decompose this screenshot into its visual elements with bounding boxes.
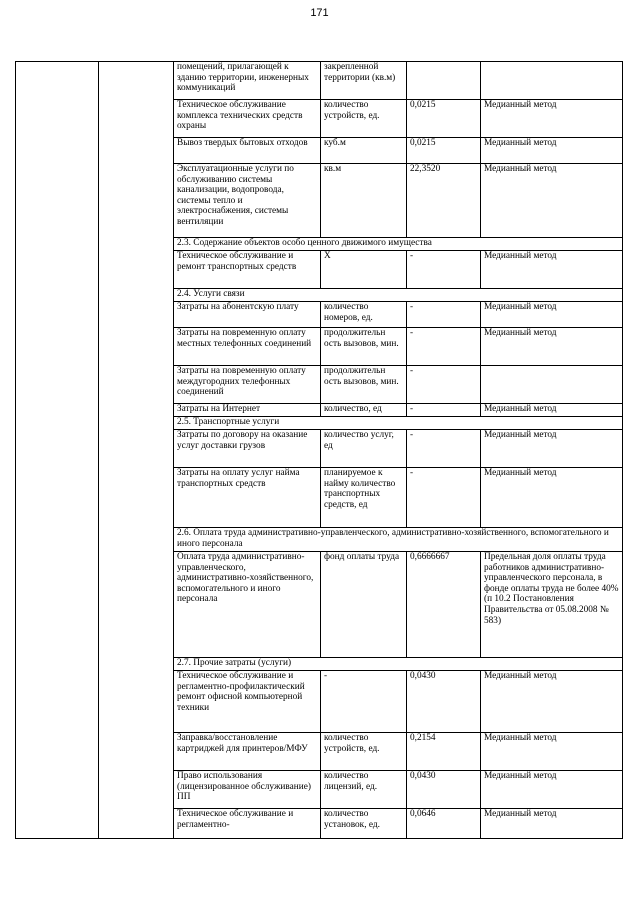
method-cell: Предельная доля оплаты труда работников административно-управленческого персонала, в фонде оплаты труда не более 40% (п 10.2 Постановления Правительства от 05.08.2008 № 583) [481, 552, 623, 658]
item-name-cell: Техническое обслуживание и ремонт транспортных средств [174, 251, 321, 289]
method-cell: Медианный метод [481, 404, 623, 417]
item-name-cell: Затраты на абонентскую плату [174, 302, 321, 328]
unit-cell: количество номеров, ед. [321, 302, 407, 328]
value-cell: - [407, 430, 481, 468]
item-name-cell: Право использования (лицензированное обслуживание) ПП [174, 771, 321, 809]
unit-cell: закрепленной территории (кв.м) [321, 62, 407, 100]
section-heading: 2.4. Услуги связи [174, 289, 623, 302]
second-margin-cell [99, 62, 174, 839]
method-cell: Медианный метод [481, 809, 623, 839]
value-cell: 0,0430 [407, 771, 481, 809]
method-cell: Медианный метод [481, 733, 623, 771]
value-cell: 0,0215 [407, 100, 481, 138]
unit-cell: фонд оплаты труда [321, 552, 407, 658]
method-cell: Медианный метод [481, 468, 623, 528]
unit-cell: - [321, 671, 407, 733]
unit-cell: количество услуг, ед [321, 430, 407, 468]
unit-cell: количество устройств, ед. [321, 733, 407, 771]
method-cell: Медианный метод [481, 251, 623, 289]
item-name-cell: Техническое обслуживание комплекса технических средств охраны [174, 100, 321, 138]
value-cell: 0,0430 [407, 671, 481, 733]
left-margin-cell [16, 62, 99, 839]
section-heading: 2.3. Содержание объектов особо ценного движимого имущества [174, 238, 623, 251]
method-cell [481, 62, 623, 100]
item-name-cell: Техническое обслуживание и регламентно- [174, 809, 321, 839]
method-cell: Медианный метод [481, 302, 623, 328]
unit-cell: количество установок, ед. [321, 809, 407, 839]
item-name-cell: Затраты по договору на оказание услуг доставки грузов [174, 430, 321, 468]
value-cell: 0,0215 [407, 138, 481, 164]
item-name-cell: помещений, прилагающей к зданию территории, инженерных коммуникаций [174, 62, 321, 100]
item-name-cell: Затраты на оплату услуг найма транспортных средств [174, 468, 321, 528]
item-name-cell: Эксплуатационные услуги по обслуживанию системы канализации, водопровода, системы тепло и электроснабжения, системы вентиляции [174, 164, 321, 238]
unit-cell: куб.м [321, 138, 407, 164]
item-name-cell: Оплата труда административно-управленческого, административно-хозяйственного, вспомогательного и иного персонала [174, 552, 321, 658]
method-cell: Медианный метод [481, 164, 623, 238]
value-cell: - [407, 302, 481, 328]
item-name-cell: Затраты на повременную оплату местных телефонных соединений [174, 328, 321, 366]
value-cell [407, 62, 481, 100]
unit-cell: продолжительн ость вызовов, мин. [321, 328, 407, 366]
item-name-cell: Техническое обслуживание и регламентно-профилактический ремонт офисной компьютерной техники [174, 671, 321, 733]
section-heading: 2.7. Прочие затраты (услуги) [174, 658, 623, 671]
value-cell: 0,6666667 [407, 552, 481, 658]
item-name-cell: Затраты на повременную оплату междугородних телефонных соединений [174, 366, 321, 404]
value-cell: - [407, 328, 481, 366]
item-name-cell: Заправка/восстановление картриджей для принтеров/МФУ [174, 733, 321, 771]
section-heading: 2.5. Транспортные услуги [174, 417, 623, 430]
unit-cell: кв.м [321, 164, 407, 238]
method-cell: Медианный метод [481, 430, 623, 468]
unit-cell: планируемое к найму количество транспортных средств, ед [321, 468, 407, 528]
unit-cell: количество, ед [321, 404, 407, 417]
document-table [15, 61, 623, 839]
value-cell: 0,2154 [407, 733, 481, 771]
value-cell: - [407, 404, 481, 417]
unit-cell: X [321, 251, 407, 289]
method-cell: Медианный метод [481, 671, 623, 733]
value-cell: - [407, 251, 481, 289]
item-name-cell: Затраты на Интернет [174, 404, 321, 417]
unit-cell: количество лицензий, ед. [321, 771, 407, 809]
table-row [16, 62, 623, 100]
section-heading: 2.6. Оплата труда административно-управленческого, административно-хозяйственного, вспомогательного и иного персонала [174, 528, 623, 552]
method-cell: Медианный метод [481, 328, 623, 366]
method-cell: Медианный метод [481, 138, 623, 164]
value-cell: - [407, 366, 481, 404]
method-cell: Медианный метод [481, 100, 623, 138]
value-cell: 0,0646 [407, 809, 481, 839]
method-cell [481, 366, 623, 404]
item-name-cell: Вывоз твердых бытовых отходов [174, 138, 321, 164]
value-cell: 22,3520 [407, 164, 481, 238]
unit-cell: количество устройств, ед. [321, 100, 407, 138]
page-number: 171 [310, 7, 329, 19]
value-cell: - [407, 468, 481, 528]
method-cell: Медианный метод [481, 771, 623, 809]
unit-cell: продолжительн ость вызовов, мин. [321, 366, 407, 404]
